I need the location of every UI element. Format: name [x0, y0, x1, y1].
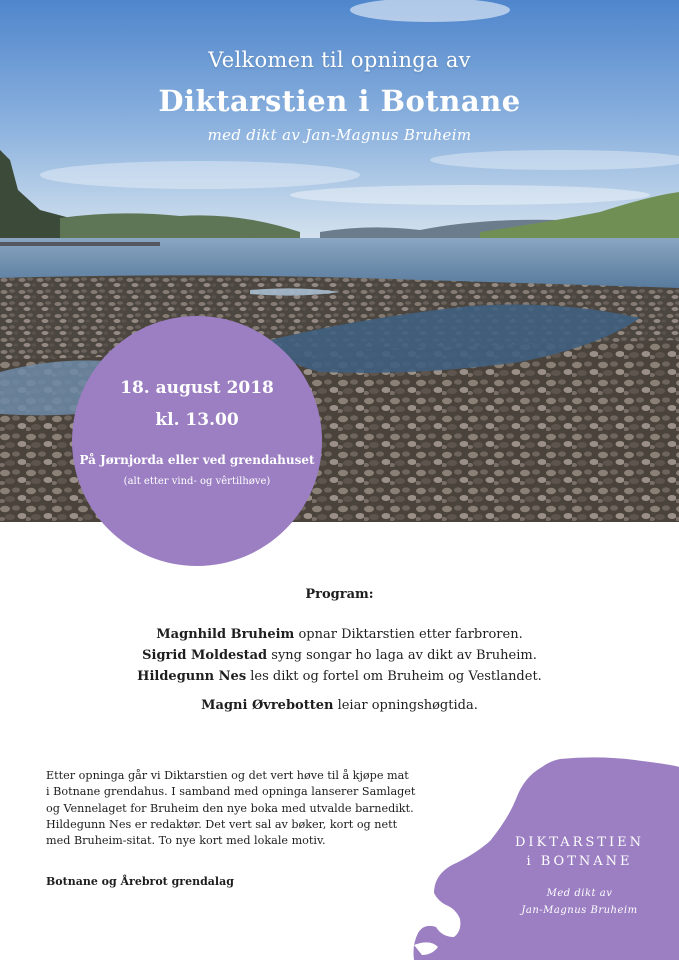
info-line: Hildegunn Nes er redaktør. Det vert sal av bøker, kort og nett: [46, 817, 398, 831]
program-moderator: [0, 698, 679, 713]
info-line: i Botnane grendahus. I samband med opninga lanserer Samlaget: [46, 785, 416, 799]
header-intro: Velkomen til opninga av: [208, 48, 471, 72]
event-weather-note: (alt etter vind- og vêrtilhøve): [123, 476, 271, 487]
program-item: [0, 645, 679, 666]
info-line: med Bruheim-sitat. To nye kort med lokale motiv.: [46, 834, 326, 848]
info-paragraph: [46, 768, 418, 849]
program-item: [0, 666, 679, 687]
event-time: kl. 13.00: [155, 410, 239, 430]
info-line: og Vennelaget for Bruheim den nye boka med utvalde barnedikt.: [46, 801, 414, 815]
program-item-name: Magnhild Bruheim: [156, 627, 295, 642]
program-item: [0, 624, 679, 645]
header-title: Diktarstien i Botnane: [158, 84, 521, 118]
logo-subtitle-line2: Jan-Magnus Bruheim: [521, 905, 638, 916]
logo-subtitle-line1: Med dikt av: [546, 888, 613, 899]
diktarstien-logo: [412, 755, 679, 960]
organizer-signature: Botnane og Årebrot grendalag: [46, 875, 234, 888]
event-info-circle: [72, 316, 322, 566]
logo-title-line1: DIKTARSTIEN: [515, 835, 644, 850]
program-item-name: Hildegunn Nes: [137, 669, 247, 684]
program-item-text: opnar Diktarstien etter farbroren.: [294, 627, 523, 642]
event-date: 18. august 2018: [120, 378, 274, 398]
program-item-text: syng songar ho laga av dikt av Bruheim.: [267, 648, 537, 663]
program-list: [0, 624, 679, 687]
header-subtitle: med dikt av Jan-Magnus Bruheim: [207, 126, 472, 144]
program-item-name: Sigrid Moldestad: [142, 648, 268, 663]
logo-title-line2: i BOTNANE: [526, 854, 633, 869]
info-line: Etter opninga går vi Diktarstien og det vert høve til å kjøpe mat: [46, 769, 409, 782]
moderator-name: Magni Øvrebotten: [201, 698, 334, 713]
program-heading: Program:: [305, 587, 374, 602]
moderator-text: leiar opningshøgtida.: [333, 698, 478, 713]
event-place: På Jørnjorda eller ved grendahuset: [79, 453, 315, 467]
program-item-text: les dikt og fortel om Bruheim og Vestlandet.: [246, 669, 542, 684]
